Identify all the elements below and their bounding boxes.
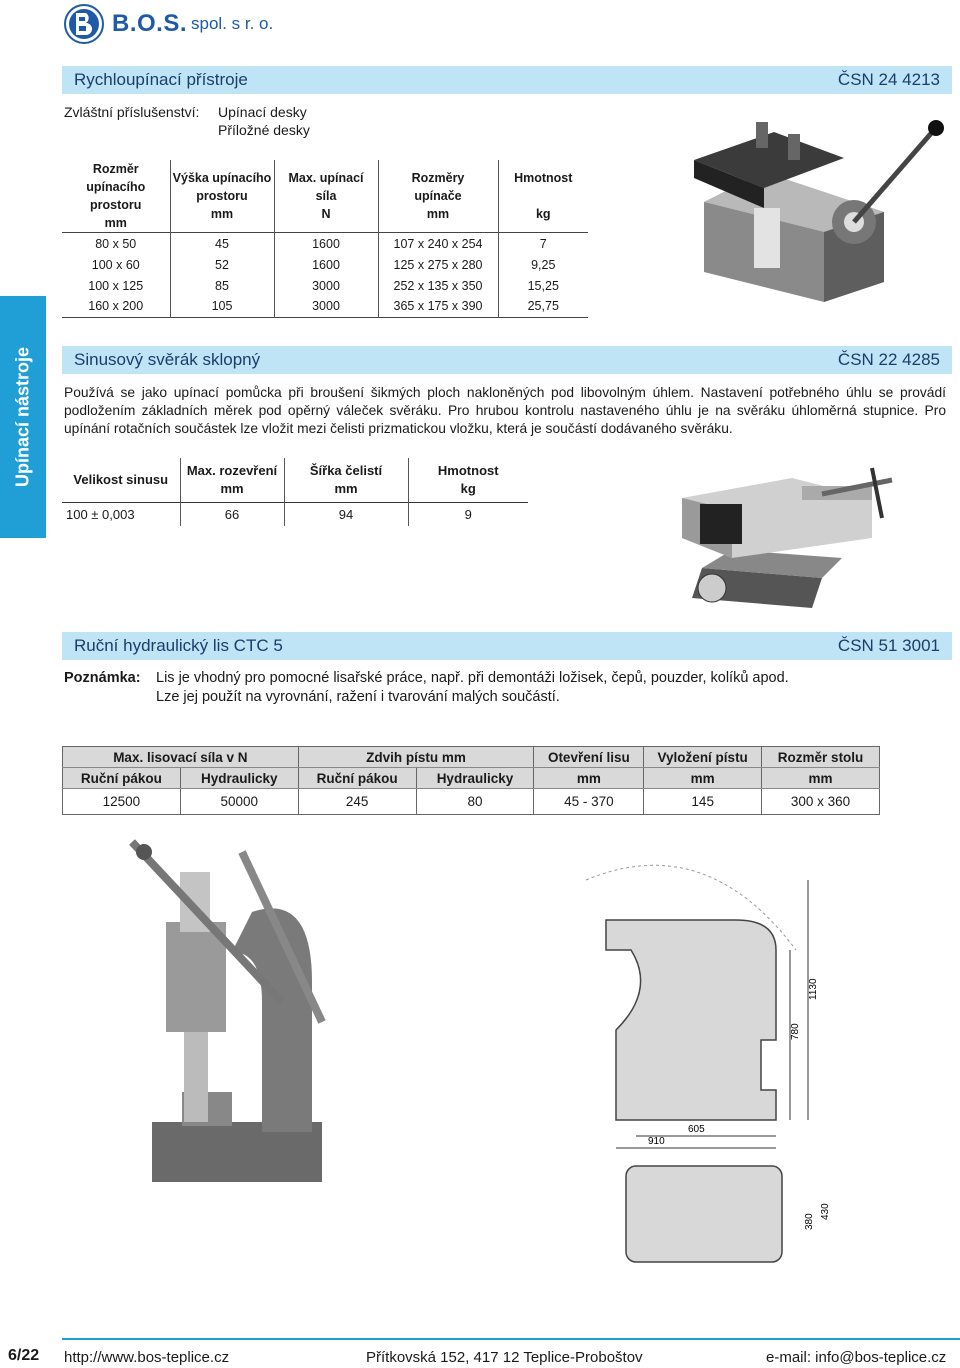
table-subheader: Ruční pákou — [298, 768, 416, 789]
footer-address: Přítkovská 152, 417 12 Teplice-Proboštov — [366, 1349, 643, 1366]
dim-label: 780 — [790, 1023, 801, 1040]
table-header: Rozměr stolu — [762, 747, 880, 768]
table-header: Velikost sinusu — [73, 471, 169, 487]
table-row: 160 x 200 105 3000 365 x 175 x 390 25,75 — [62, 296, 588, 317]
section-header-sine-vise — [62, 346, 952, 374]
section-norm: ČSN 24 4213 — [837, 70, 940, 89]
dim-label: 910 — [648, 1136, 665, 1147]
table-subheader: Hydraulicky — [416, 768, 534, 789]
table-header: Rozměry upínače mm — [378, 160, 498, 233]
table-row: 100 x 60 52 1600 125 x 275 x 280 9,25 — [62, 254, 588, 275]
brand-logo — [64, 4, 273, 44]
accessory-label: Zvláštní příslušenství: — [64, 104, 200, 120]
table-header: Max. upínací síla N — [274, 160, 378, 233]
table-header: Otevření lisu — [534, 747, 644, 768]
accessory-item: Příložné desky — [218, 122, 310, 138]
sidebar-label: Upínací nástroje — [12, 346, 33, 488]
table-subheader: mm — [762, 768, 880, 789]
table-header: Vyložení pístu — [644, 747, 762, 768]
dim-label: 380 — [804, 1213, 815, 1230]
table-row: 12500 50000 245 80 45 - 370 145 300 x 360 — [63, 789, 880, 815]
table-row: 80 x 50 45 1600 107 x 240 x 254 7 — [62, 233, 588, 254]
section-norm: ČSN 22 4285 — [837, 350, 940, 369]
clamping-devices-table — [62, 160, 588, 318]
section-title: Ruční hydraulický lis CTC 5 — [74, 636, 283, 655]
table-header: Šířka čelistí mm — [284, 458, 408, 502]
section-header-clamping-devices — [62, 66, 952, 94]
footer-email-link[interactable]: e-mail: info@bos-teplice.cz — [766, 1349, 947, 1366]
dim-label: 430 — [820, 1203, 831, 1220]
table-subheader: mm — [534, 768, 644, 789]
section-norm: ČSN 51 3001 — [837, 636, 940, 655]
section-title: Rychloupínací přístroje — [74, 70, 248, 89]
table-header: Max. lisovací síla v N — [63, 747, 299, 768]
sine-vise-image — [672, 458, 916, 614]
dim-label: 605 — [688, 1124, 705, 1135]
section-header-hydraulic-press — [62, 632, 952, 660]
table-header: Zdvih pístu mm — [298, 747, 534, 768]
brand-suffix: spol. s r. o. — [191, 14, 274, 33]
sine-vise-description: Používá se jako upínací pomůcka při broušení šikmých ploch nakloněných pod libovolným úhlem. Nastavení potřebného úhlu se provádí podložením základních měrek pod opěrný váleček svěráku. Pro hrubou kontrolu nastaveného úhlu je na svěráku úhloměrná stupnice. Pro upínání rotačních součástek lze vložit mezi čelisti prizmatickou vložku, která je součástí dodávaného svěráku. — [64, 385, 946, 436]
page-number: 6/22 — [8, 1347, 40, 1364]
table-row: 100 x 125 85 3000 252 x 135 x 350 15,25 — [62, 275, 588, 296]
table-subheader: Ruční pákou — [63, 768, 181, 789]
bos-logo-icon — [64, 4, 104, 44]
brand-name: B.O.S. — [112, 10, 188, 37]
dim-label: 1130 — [808, 978, 819, 1000]
table-header: Hmotnost kg — [408, 458, 528, 502]
press-technical-drawing — [576, 840, 846, 1280]
note-line: Lze jej použít na vyrovnání, ražení i tvarování malých součástí. — [156, 689, 560, 705]
table-header: Hmotnost kg — [498, 160, 588, 233]
hand-press-image — [112, 832, 352, 1202]
sine-vise-table — [62, 458, 528, 526]
table-subheader: mm — [644, 768, 762, 789]
note-line: Lis je vhodný pro pomocné lisařské práce, např. při demontáži ložisek, čepů, pouzder, kolíků apod. — [156, 670, 789, 686]
table-subheader: Hydraulicky — [180, 768, 298, 789]
section-title: Sinusový svěrák sklopný — [74, 350, 261, 369]
table-header: Rozměr upínacího prostoru mm — [86, 162, 146, 230]
table-row: 100 ± 0,003 66 94 9 — [62, 502, 528, 526]
hydraulic-press-table — [62, 746, 880, 815]
accessory-item: Upínací desky — [218, 104, 307, 120]
footer-divider — [62, 1338, 960, 1340]
sidebar-category-tab — [0, 296, 46, 538]
table-header: Max. rozevření mm — [180, 458, 284, 502]
table-header: Výška upínacího prostoru mm — [170, 160, 274, 233]
footer-website-link[interactable]: http://www.bos-teplice.cz — [64, 1349, 230, 1366]
note-label: Poznámka: — [64, 670, 141, 686]
clamping-device-image — [684, 112, 954, 308]
